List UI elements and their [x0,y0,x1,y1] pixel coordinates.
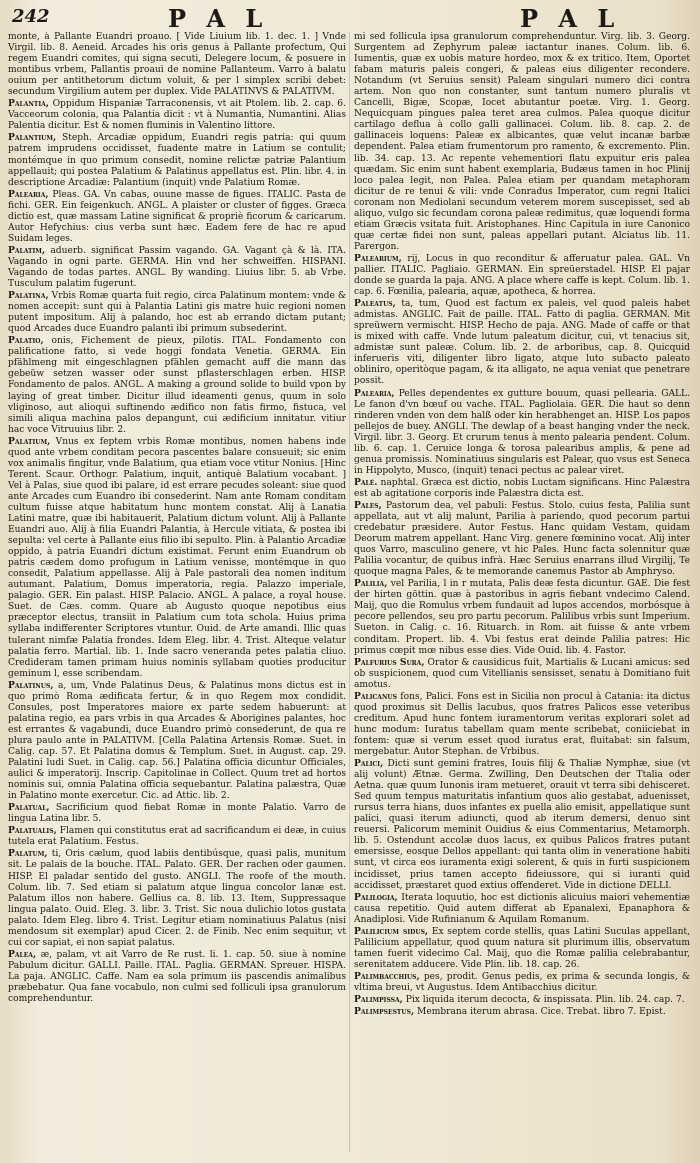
dictionary-entry [8,189,346,245]
entry-headword: Palatualis, [8,825,57,837]
entry-text: pes, prodit. Genus pedis, ex prima & secunda longis, & vltima breui, vt Augustus. Idem Antibacchius dicitur. [354,971,690,993]
entry-headword: Palé. [354,476,378,488]
entry-text: Oppidum Hispaniæ Tarraconensis, vt ait Ptolem. lib. 2. cap. 6. Vacceorum colonia, qua Palantia dicit : vt à Numantia, Numantini. Alias Palentia dicitur. Est & nomen fluminis in Valentino littore. [8,99,346,132]
entry-text: naphtal. Græca est dictio, nobis Luctam significans. Hinc Palæstra est ab agitatione corporis inde Palæstra dicta est. [354,477,690,499]
dictionary-entry [8,335,346,435]
entry-headword: Palimbacchius, [354,970,420,982]
entry-headword: Palatina, [8,290,49,302]
entry-headword: Palearium, [354,252,402,264]
entry-text: ti, Oris cælum, quod labiis dentibúsque, quasi palis, munitum sit. Le palais de la bouche. ITAL. Palato. GER. Der rachen oder gaumen. HISP. El paladar sentido del gusto. ANGLI. The roofe of the mouth. Colum. lib. 7. Sed etiam si palatum atque lingua concolor lanæ est. Palatum illos non habere. Gellius ca. 8. lib. 13. Item, Suppressaque lingua palato. Ouid. Eleg. 3. libr. 3. Trist. Sic noua dulichio lotos gustata palato. Idem Eleg. libro 4. Trist. Legitur etiam nominatiuus Palatus (nisi mendosum sit exemplar) apud Cicer. 2. de Finib. Nec enim sequitur, vt cui cor sapiat, ei non sapiat palatus. [8,849,346,948]
running-head-right: P A L [520,4,621,33]
dictionary-entry [8,802,346,825]
running-header [0,4,700,32]
dictionary-entry [354,32,690,253]
entry-text: mi sed follicula ipsa granulorum comprehenduntur. Virg. lib. 3. Georg. Surgentem ad Zephyrum paleæ iactantur inanes. Colum. lib. 6. Iumentis, quæ ex uobis mature hordeo, mox & ex tritico. Item, Oportet fabam maturis paleis congeri, & paleas eius diligenter recondere. Notandum (vt Seruius sensit) Paleam singulari numero dici contra artem. Non quo non constanter, sunt tantum numero pluralis vt Cancelli, Bigæ, Scopæ, Iocet abutantur poetæ. Virg. 1. Georg. Nequicquam pingues palea teret area culmos. Palea quoque dicitur cartilago deflua à collo galli gallinacei. Colum. lib. 8. cap. 2. de gallinaceis loquens: Paleæ ex albicantes, quæ velut incanæ barbæ dependent. Palea etiam frumentorum pro ramento, & excremento. Plin. lib. 34. cap. 13. Ac repente vehementiori flatu expuitur eris palea quædam. Sic enim sunt habent exemplaria, Budæus tamen in hoc Plinij loco palea legit, non Palea. Palea etiam per quandam metaphoram dicitur de re tenui & vili: vnde Conradus Imperator, cum regni Italici coronam non Mediolani secundum veterem morem suscepisset, sed ab aliquo, vulgo sic fecundam corona paleæ redimitus, quæ loquendi forma etiam Græcis vsitata fuit. Aristophanes. Hinc Capitula in iure Canonico quæ certæ fidei non sunt, paleas appellari putant. Alciatus lib. 11. Parergon. [354,32,690,252]
dictionary-entry [354,971,690,994]
dictionary-entry [8,825,346,848]
dictionary-entry [354,892,690,926]
entry-text: fons, Palici. Fons est in Sicilia non procul à Catania: ita dictus quod proximus sit Dellis lacubus, quos fratres Palicos esse veteribus creditum. Apud hunc fontem iuramentorum veritas explorari solet ad hunc modum: Iuratus tabellam quam mente scribebat, coniiciebat in fontem: quæ si verum esset quod iuratus erat, fluitabat: sin falsum, mergebatur. Autor Stephan. de Vrbibus. [354,691,690,757]
dictionary-entry [354,926,690,971]
entry-text: Flamen qui constitutus erat ad sacrificandum ei deæ, in cuius tutela erat Palatium. Festus. [8,826,346,848]
entry-headword: Palearia, [354,387,395,399]
entry-headword: Palilicium sidus, [354,925,429,937]
entry-headword: Palea, [8,948,37,960]
page-number: 242 [12,6,50,27]
entry-headword: Palatio, [8,335,44,347]
entry-text: Pastorum dea, vel pabuli: Festus. Stolo. cuius festa, Palilia sunt appellata, aut vt alij malunt, Parilia à pariendo, quod pecorum partui credebatur præsidere. Autor Festus. Hanc quidam Vestam, quidam Deorum matrem appellant. Hanc Virg. genere fœminino vocat. Alij inter quos Varro, masculino genere, vt hic Pales. Hunc facta solennitur quæ Palilia vocantur, de quibus infrà. Hæc Seruius enarrans illud Virgilij, Te quoque magna Pales, & te memorande canemus Pastor ab Amphryso. [354,500,690,578]
entry-text: monte, à Pallante Euandri proauo. [ Vide Liuium lib. 1. dec. 1. ] Vnde Virgil. lib. 8. Aeneid. Arcades his oris genus à Pallante profectum, Qui regem Euandri comites, qui signa secuti, Delegere locum, & posuere in montibus vrbem, Pallantis proaui de nomine Pallanteum. Varro à balatu ouium per antithetorum dictum voluit, & per l simplex scribi debet: secundum Virgilium autem per duplex. Vide PALATINVS & PALATIVM. [8,32,346,98]
entry-text: vel Parilia, l in r mutata, Palis deæ festa dicuntur. GAE. Die fest der hirten göttin. quæ à pastoribus in agris fiebant vndecimo Calend. Maij, quo die Romulus vrbem fundauit ad lupos accendos, morbósque à pecore pellendos, seu pro partu pecorum. Palilibus vrbis sunt Imperium. Sueton. in Calig. c. 16. Rituarch. in Rom. ait fuisse & ante vrbem conditam. Propert. lib. 4. Vbi festus erat deinde Palilia patres: Hic primus cœpit mœ nibus esse dies. Vide Ouid. lib. 4. Fastor. [354,579,690,656]
entry-headword: Palatium, [8,435,51,447]
entry-headword: Palantia, [8,98,49,110]
dictionary-entry [354,477,690,500]
entry-headword: Palfurius Sura, [354,656,425,668]
entry-headword: Palantium, [8,132,57,144]
entry-text: Ex septem corde stellis, quas Latini Suculas appellant, Palilicium appellatur, quod quum natura sit plurimum illis, observatum tamen fuerit videcimo Cal. Maij, quo die Romæ palilia celebrabantur, serenitatem adducere. Vide Plin. lib. 18. cap. 26. [354,926,690,970]
entry-headword: Palatual, [8,802,50,814]
entry-text: aduerb. significat Passim vagando. GA. Vagant çà & là. ITA. Vagando in ogni parte. GERMA. Hin vnd her schweiffen. HISPANI. Vagando de todas partes. ANGL. By wanding. Liuius libr. 5. ab Vrbe. Tusculum palatim fugerunt. [8,245,346,290]
entry-headword: Palatinus, [8,679,54,691]
entry-headword: Palearia, [8,188,49,200]
right-column [354,32,690,1157]
dictionary-entry [8,290,346,335]
entry-text: æ, palam, vt ait Varro de Re rust. li. 1. cap. 50. siue à nomine Pabulum dicitur. GALLI. Paille. ITAL. Paglia. GERMAN. Spreuer. HISPA. La paja. ANGLIC. Caffe. Nam ea sola primum iis pascendis animalibus præbebatur. Qua fane vocabulo, non culmi sed folliculi ipsa granulorum comprehenduntur. [8,949,346,1005]
dictionary-entry [354,994,690,1006]
dictionary-entry [354,500,690,578]
dictionary-entry [8,848,346,948]
entry-text: Iterata loquutio, hoc est dictionis alicuius maiori vehementiæ causa repetitio. Quid autem differat ab Epanalexi, Epanaphora & Anadiplosi. Vide Rufinianum & Aquilam Romanum. [354,892,690,925]
dictionary-entry [354,1006,690,1018]
dictionary-entry [354,388,690,477]
dictionary-entry [354,253,690,298]
entry-headword: Pales, [354,499,382,511]
dictionary-entry [8,436,346,680]
entry-text: onis, Fichement de pieux, pilotis. ITAL. Fondamento con palificatione fatto, si vede hoggi fondata Venetia. GERMA. Ein pfählmeng mit eingeschlagnen pfählen gemacht auff die mann das gebeüw setzen wasser oder sunst pflasterschlagen erben. HISP. Fondamento de palos. ANGL. A making a ground solide to build vpon by laying of great timber. Dicitur illud ideamenti genus, quum in solo vliginoso, aut alioqui suftinendo ædifico non fatis firmo, fistuca, vel simili aliqua machina palos depangunt, cui ædificium innitatur. vitiur hac voce Vitruuius libr. 2. [8,336,346,435]
entry-text: Vnus ex feptem vrbis Romæ montibus, nomen habens inde quod ante vrbem conditam pecora pascentes balare consueuit; sic enim vox animalis fingitur, vnde Balatium, qua etiam voce vtitur Nonius. [Hinc Terent. Scaur. Orthogr. Palatium, inquit, antiquè Balatium vocabant. ] Vel à Palas, siue quod ibi palare, id est errare pecudes soleant: siue quod ante Arcades cum Euandro ibi consederint. Nam ante Romam conditam cultum fuisse atque habitatum hunc montem constat. Alij à Lanatia Latini matre, quæ ibi habitauerit, Palatium dictum volunt. Alij à Pallante Euandri auo. Alij à filia Euandri Palantia, à Hercule vitiata, & postea ibi sepulta: vel certe à Pallante eius filio ibi sepulto. Plin. à Palantio Arcadiæ oppido, à patria Euandri dictum existimat. Ferunt enim Euandrum ob patris cædem domo profugum in Latium venisse, montémque in quo consedit, Palatium appellasse. Alij à Pale pastorali dea nomen inditum autumant. Palatium, Domus imperatoria, regia. Palazzo imperiale, palagio. GER. Ein palast. HISP. Palacio. ANGL. A palace, a royal house. Suet. de Cæs. comm. Quare ab Augusto quoque nepotibus eius præceptor electus, transiit in Palatium cum tota schola. Huius prima syllaba indifferenter Scriptores vtuntur. Ouid. de Arte amandi. Illic quas tulerant nimfæ Palatia frondes. Idem Eleg. libr. 4. Trist. Alteque velatur palatia ferro. Martial. lib. 1. Inde sacro veneranda petes palatia cliuo. Credideram tamen primam huius nominis syllabam quoties producitur geminum l, esse scribendam. [8,436,346,679]
dictionary-entry [354,578,690,656]
dictionary-entry [8,680,346,803]
dictionary-entry [8,98,346,132]
dictionary-entry [354,691,690,758]
left-column [8,32,346,1157]
entry-headword: Palimpissa, [354,994,403,1006]
column-divider [349,32,350,1152]
dictionary-entry [8,132,346,188]
entry-text: Dicti sunt gemini fratres, Iouis filij & Thaliæ Nymphæ, siue (vt alij volunt) Ætnæ. Germa. Zwilling, Den Deutschen der Ttalia oder Aetna. quæ quum Iunonis iram metueret, orauit vt terra sibi dehisceret. Sed quum tempus maturitatis infantium quos alio gestabat, aduenisset, rursus terra hians, duos infantes ex puella alio emisit, appellatique sunt palici, quasi iterum adiuncti, quod ab iterum demersi, denuo sint reuersi. Palicorum meminit Ouidius & eius Commentarius, Metamorph. lib. 5. Ostendunt accolæ duos lacus, ex quibus Palicos fratres putant emersisse, eosque Dellos appellant: qui tanta olim in veneratione habiti sunt, vt circa eos iuramenta exigi solerent, & quis in furti suspicionem incidisset, prius tamen accepto fideiussore, qui si iuranti quid accidisset, præstaret quod extius offenderet. Vide in dictione DELLI. [354,759,690,891]
entry-text: Sacrificium quod fiebat Romæ in monte Palatio. Varro de lingua Latina libr. 5. [8,803,346,825]
entry-headword: Palilogia, [354,891,398,903]
entry-headword: Palicanus [354,690,397,702]
entry-headword: Palici, [354,758,384,770]
running-head-left: P A L [168,4,269,33]
entry-text: Pelles dependentes ex gutture bouum, quasi pellearia. GALL. Le fanon d'vn bœuf ou vache. ITAL. Pagliolaia. GER. Die haut so denn rinderen vnden von dem halß oder kin herabhenget an. HISP. Los papos pellejos de buey. ANGLI. The dewlap of a beast hanging vnder the neck. Virgil. libr. 3. Georg. Et crurum tenus à mento palearia pendent. Colum. lib. 6. cap. 1. Ceruice longa & torosa palearibus amplis, & pene ad genua promissis. Nominatiuus singularis est Palear, quo vsus est Seneca in Hippolyto, Musco, (inquit) tenaci pectus ac palear viret. [354,388,690,476]
entry-text: ta, tum, Quod est factum ex paleis, vel quod paleis habet admistas. ANGLIC. Fait de paille. ITAL. Fatto di paglia. GERMAN. Mit spreüwern vermischt. HISP. Hecho de paja. ANG. Made of caffe or that is mixed with caffe. Vnde lutum paleatum dicitur, cui, vt tenacius sit, admistæ sunt paleæ. Colum. lib. 2. de arboribus, cap. 8. Quicquid inferueris viti, diligenter libro ligato, atque luto subacto paleato obliniro, operitòque pagam, & ita alligato, ne aqua veniat que penetrare possit. [354,299,690,387]
entry-headword: Paleatus, [354,298,396,310]
dictionary-entry [8,32,346,98]
entry-text: Steph. Arcadiæ oppidum, Euandri regis patria: qui quum patrem imprudens occidisset, fuadente matre in Latium se contulit; montémque in quo primum consedit, nomine relictæ patriæ Palantium appellauit; qui postea Palatium & Palatinus appellatus est. Plin. libr. 4. in descriptione Arcadiæ: Palantium (inquit) vnde Palatium Romæ. [8,133,346,188]
dictionary-entry [8,949,346,1005]
entry-text: Membrana iterum abrasa. Cice. Trebat. libro 7. Epist. [417,1007,666,1018]
dictionary-entry [8,245,346,290]
entry-headword: Palatim, [8,244,46,256]
entry-headword: Palimpsestus, [354,1006,415,1018]
entry-headword: Palatum, [8,848,48,860]
entry-text: Orator & causidicus fuit, Martialis & Lucani amicus: sed ob suspicionem, quod cum Vitellianis sensisset, senatu à Domitiano fuit amotus. [354,657,690,690]
entry-text: a, um, Vnde Palatinus Deus, & Palatinus mons dictus est in quo primò Roma ædificata fertur, & in quo Regem mox condidit. Consules, post Imperatores maiore ex parte sedem habuerunt: at palatina regio, ea pars vrbis in qua Arcades & Aborigines palantes, hoc est errantes & vagabundi, duce Euandro primò consederunt, de qua re plura paulo ante in PALATIVM. [Cella Palatina Artensis Romæ. Suet. in Calig. cap. 57. Et Palatina domus & Templum. Suet. in August. cap. 29. Palatini ludi Suet. in Calig. cap. 56.] Palatina officia dicuntur Officiales, aulici & imperatorij. Inscrip. Capitolinae in Collect. Quum tret ad hortos nominis sui, omnia Palatina officia sequebantur. Palatina palæstra, Quæ in Palatino monte exercetur. Cic. ad Attic. lib. 2. [8,680,346,802]
entry-text: Pix liquida iterum decocta, & inspissata. Plin. lib. 24. cap. 7. [405,995,685,1006]
dictionary-entry [354,657,690,691]
entry-text: Vrbis Romæ quarta fuit regio, circa Palatinum montem: vnde & nomen accepit: sunt qui à Palantia Latini gis matre huic regioni nomen putent impositum. Alij à palando, hoc est ab errando dictam putant; quod Arcades duce Euandro palanti ibi primum subsederint. [8,291,346,335]
entry-text: rij, Locus in quo reconditur & afferuatur palea. GAL. Vn pallier. ITALIC. Pagliaio. GERMAN. Ein spreüerstadel. HISP. El pajar donde se guarda la paja. ANG. A place where caffe is kept. Colum. lib. 1. cap. 6. Fœnilia, palearia, aquæ, apotheca, & horrea. [354,253,690,298]
entry-headword: Palilia, [354,578,388,590]
entry-text: Pleas. GA. Vn cabas, ouune masse de figues. ITALIC. Pasta de fichi. GER. Ein feigenkuch. ANGL. A plaister or cluster of figges. Græca dictio est, quæ massam Latine significat & propriè ficorum & caricarum. Autor Hefychius: cius verba sunt hæc. Eadem fere de hac re apud Suidam leges. [8,189,346,244]
dictionary-entry [354,758,690,892]
dictionary-entry [354,298,690,387]
